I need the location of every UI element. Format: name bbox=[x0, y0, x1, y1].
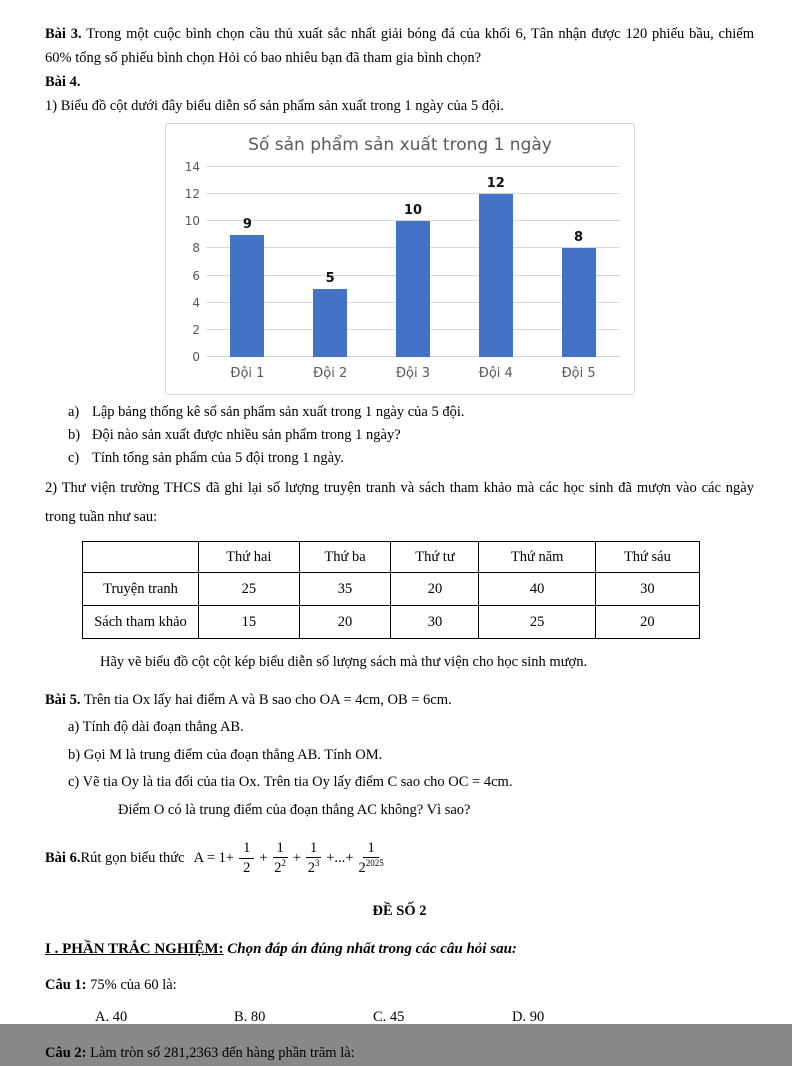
table-cell: 25 bbox=[199, 573, 300, 606]
table-row bbox=[83, 606, 700, 639]
table-header-cell: Thứ sáu bbox=[595, 542, 699, 573]
bar-slot bbox=[454, 167, 537, 357]
bai4-question-list bbox=[68, 401, 754, 470]
chart-area bbox=[166, 160, 634, 381]
bar-value-label: 12 bbox=[486, 176, 505, 192]
y-tick-label: 12 bbox=[184, 187, 200, 202]
row-label: Truyện tranh bbox=[83, 573, 199, 606]
bar-value-label: 9 bbox=[242, 216, 252, 232]
bar-2 bbox=[313, 289, 347, 357]
cau1-question: Câu 1: 75% của 60 là: bbox=[45, 977, 177, 994]
bar-1 bbox=[230, 235, 264, 357]
table-cell: 20 bbox=[595, 606, 699, 639]
bar-5 bbox=[562, 248, 596, 357]
table-cell: 20 bbox=[299, 606, 391, 639]
table-cell: 35 bbox=[299, 573, 391, 606]
bai6-label: Bài 6. bbox=[45, 849, 81, 866]
list-item: a) Tính độ dài đoạn thẳng AB. bbox=[68, 719, 244, 735]
library-table bbox=[82, 541, 700, 639]
bar-3 bbox=[396, 221, 430, 357]
fraction: $\frac{1}{2^2}$ bbox=[274, 840, 287, 876]
chart-title: Số sản phẩm sản xuất trong 1 ngày bbox=[248, 135, 552, 155]
x-tick-label: Đội 1 bbox=[230, 366, 265, 381]
table-cell: 40 bbox=[479, 573, 595, 606]
cau1-options bbox=[95, 1004, 754, 1030]
cau2-question: Câu 2: Làm tròn số 281,2363 đến hàng phần trăm là: bbox=[45, 1045, 355, 1062]
list-item: a) Lập bảng thống kê số sản phẩm sản xuất trong 1 ngày của 5 đội. bbox=[68, 404, 465, 420]
bai4-item1: 1) Biểu đồ cột dưới đây biểu diễn số sản phẩm sản xuất trong 1 ngày của 5 đội. bbox=[45, 98, 504, 114]
bar-slot bbox=[372, 167, 455, 357]
table-header-cell: Thứ hai bbox=[199, 542, 300, 573]
list-item: b) Gọi M là trung điểm của đoạn thẳng AB. Tính OM. bbox=[68, 746, 383, 763]
table-cell: 30 bbox=[391, 606, 479, 639]
x-axis-labels bbox=[206, 366, 620, 381]
bar-chart bbox=[165, 123, 635, 395]
plot-area bbox=[206, 167, 620, 357]
bai6-lead: Rút gọn biểu thức bbox=[80, 849, 185, 866]
y-tick-label: 8 bbox=[192, 241, 200, 256]
bar-slot bbox=[289, 167, 372, 357]
y-tick-label: 14 bbox=[184, 160, 200, 174]
fraction: $\frac{1}{2^{2025}}$ bbox=[358, 840, 384, 876]
x-tick-label: Đội 5 bbox=[561, 366, 596, 381]
option-d: D. 90 bbox=[512, 1009, 545, 1026]
option-a: A. 40 bbox=[95, 1009, 128, 1026]
table-header-row bbox=[83, 542, 700, 573]
y-axis-labels bbox=[176, 160, 206, 364]
option-b: B. 80 bbox=[234, 1009, 266, 1026]
table-header-cell: Thứ năm bbox=[479, 542, 595, 573]
list-item: c) Tính tổng sản phẩm của 5 đội trong 1 ngày. bbox=[68, 450, 344, 466]
plot-wrap bbox=[206, 167, 620, 381]
fraction: $\frac{1}{2^3}$ bbox=[307, 840, 320, 876]
section-instruction: Chọn đáp án đúng nhất trong các câu hỏi sau: bbox=[223, 941, 517, 958]
bar-value-label: 5 bbox=[325, 271, 335, 287]
de-so-2-title: ĐỀ SỐ 2 bbox=[372, 903, 427, 920]
section-label: I . PHẦN TRẮC NGHIỆM: bbox=[45, 941, 224, 958]
table-cell: 15 bbox=[199, 606, 300, 639]
table-cell: 20 bbox=[391, 573, 479, 606]
list-item: b) Đội nào sản xuất được nhiều sản phẩm trong 1 ngày? bbox=[68, 427, 401, 443]
table-row bbox=[83, 573, 700, 606]
table-header-cell bbox=[83, 542, 199, 573]
y-tick-label: 4 bbox=[192, 295, 200, 310]
section-heading bbox=[45, 936, 754, 962]
y-tick-label: 10 bbox=[184, 214, 200, 229]
bai4-note: Hãy vẽ biểu đồ cột cột kép biểu diễn số lượng sách mà thư viện cho học sinh mượn. bbox=[100, 654, 588, 670]
bai4-item2: 2) Thư viện trường THCS đã ghi lại số lượng truyện tranh và sách tham khảo mà các học sinh đã mượn vào các ngày trong tuần như sau: bbox=[45, 480, 754, 525]
table-cell: 30 bbox=[595, 573, 699, 606]
x-tick-label: Đội 3 bbox=[395, 366, 431, 381]
list-item-continuation: Điểm O có là trung điểm của đoạn thẳng AC không? Vì sao? bbox=[118, 801, 471, 818]
bar-slot bbox=[206, 167, 289, 357]
bai3-text: Trong một cuộc bình chọn cầu thủ xuất sắc nhất giải bóng đá của khối 6, Tân nhận được 120 phiếu bầu, chiếm 60% tổng số phiếu bình chọn Hỏi có bao nhiêu bạn đã tham gia bình chọn? bbox=[45, 26, 754, 66]
bars-layer bbox=[206, 167, 620, 357]
x-tick-label: Đội 4 bbox=[478, 366, 513, 381]
bai6-formula: A = 1+ $\frac{1}{2}$ + $\frac{1}{2^2}$ + $\frac{1}{2^3}$ +...+ $\frac{1}{2^{2025}}$ bbox=[193, 840, 384, 876]
bai5-list bbox=[68, 714, 754, 824]
y-tick-label: 6 bbox=[192, 268, 200, 283]
list-item: c) Vẽ tia Oy là tia đối của tia Ox. Trên tia Oy lấy điểm C sao cho OC = 4cm. bbox=[68, 774, 513, 790]
fraction: $\frac{1}{2}$ bbox=[239, 839, 254, 876]
y-tick-label: 2 bbox=[192, 322, 200, 337]
bar-slot bbox=[537, 167, 620, 357]
bai5-heading: Bài 5. Trên tia Ox lấy hai điểm A và B sao cho OA = 4cm, OB = 6cm. bbox=[45, 692, 452, 708]
bar-value-label: 8 bbox=[574, 230, 584, 246]
bar-4 bbox=[479, 194, 513, 357]
table-header-cell: Thứ ba bbox=[299, 542, 391, 573]
table-header-cell: Thứ tư bbox=[391, 542, 479, 573]
table-cell: 25 bbox=[479, 606, 595, 639]
option-c: C. 45 bbox=[373, 1009, 405, 1026]
y-tick-label: 0 bbox=[192, 350, 200, 364]
bai6-row bbox=[45, 839, 754, 877]
bar-value-label: 10 bbox=[403, 203, 423, 219]
bai4-heading: Bài 4. bbox=[45, 74, 81, 90]
bai3-paragraph bbox=[45, 22, 754, 70]
bai3-label: Bài 3. bbox=[45, 26, 82, 42]
row-label: Sách tham khảo bbox=[83, 606, 199, 639]
x-tick-label: Đội 2 bbox=[313, 366, 348, 381]
